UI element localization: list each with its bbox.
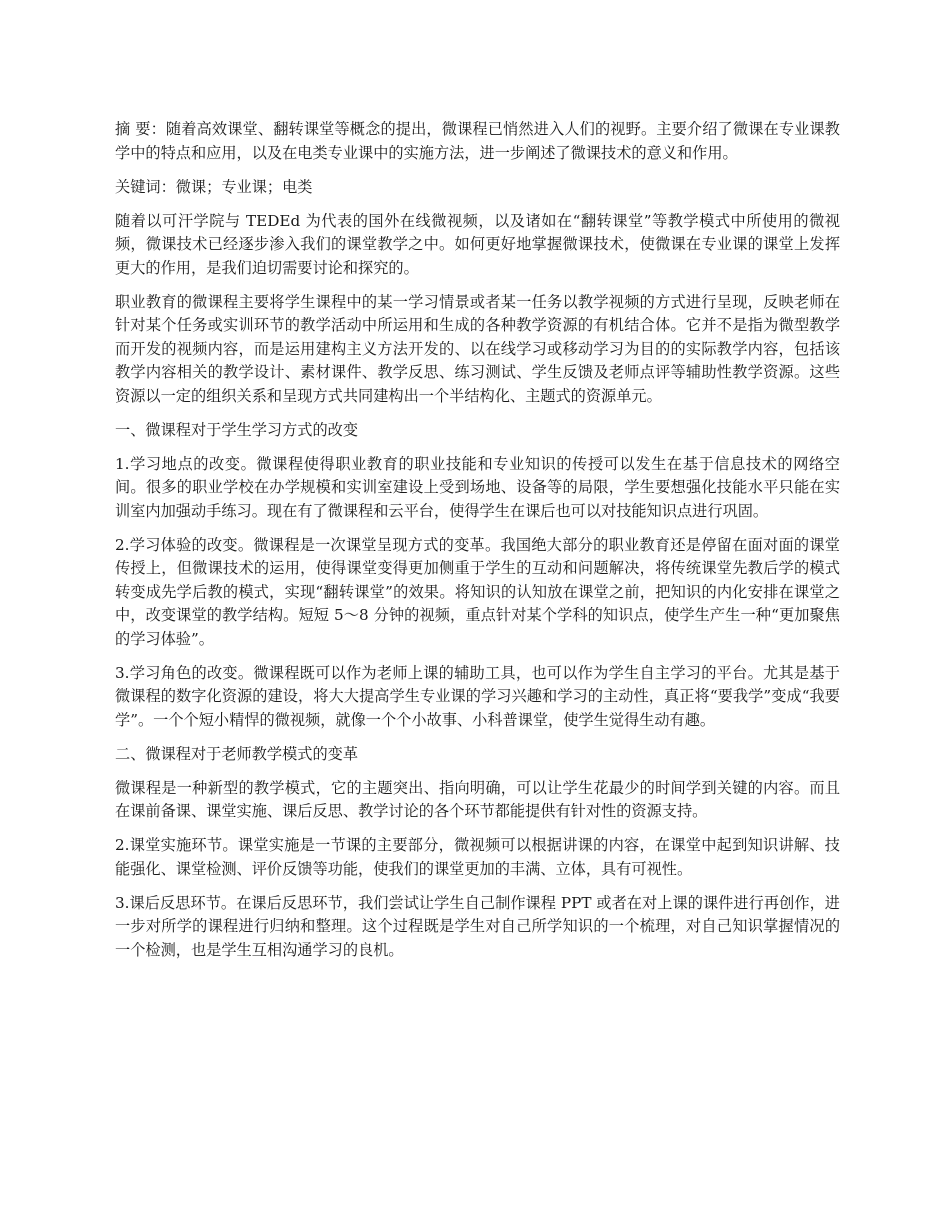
section-heading-2: 二、微课程对于老师教学模式的变革 <box>115 744 358 763</box>
section1-item-3: 3.学习角色的改变。微课程既可以作为老师上课的辅助工具，也可以作为学生自主学习的平台。尤其是基于微课程的数字化资源的建设，将大大提高学生专业课的学习兴趣和学习的主动性，真正将“要我学”变成“我要学”。一个个短小精悍的微视频，就像一个个小故事、小科普课堂，使学生觉得生动有趣。 <box>115 663 840 729</box>
section2-item-2: 2.课堂实施环节。课堂实施是一节课的主要部分，微视频可以根据讲课的内容，在课堂中起到知识讲解、技能强化、课堂检测、评价反馈等功能，使我们的课堂更加的丰满、立体，具有可视性。 <box>115 836 840 878</box>
section-heading-1: 一、微课程对于学生学习方式的改变 <box>115 420 358 439</box>
intro-paragraph-1: 随着以可汗学院与 TEDEd 为代表的国外在线微视频，以及诸如在“翻转课堂”等教学模式中所使用的微视频，微课技术已经逐步渗入我们的课堂教学之中。如何更好地掌握微课技术，使微课在专业课的课堂上发挥更大的作用，是我们迫切需要讨论和探究的。 <box>115 211 840 277</box>
section2-intro-paragraph: 微课程是一种新型的教学模式，它的主题突出、指向明确，可以让学生花最少的时间学到关键的内容。而且在课前备课、课堂实施、课后反思、教学讨论的各个环节都能提供有针对性的资源支持。 <box>115 778 840 820</box>
intro-paragraph-2: 职业教育的微课程主要将学生课程中的某一学习情景或者某一任务以教学视频的方式进行呈现，反映老师在针对某个任务或实训环节的教学活动中所运用和生成的各种教学资源的有机结合体。它并不是指为微型教学而开发的视频内容，而是运用建构主义方法开发的、以在线学习或移动学习为目的的实际教学内容，包括该教学内容相关的教学设计、素材课件、教学反思、练习测试、学生反馈及老师点评等辅助性教学资源。这些资源以一定的组织关系和呈现方式共同建构出一个半结构化、主题式的资源单元。 <box>115 292 840 405</box>
abstract-paragraph: 摘 要：随着高效课堂、翻转课堂等概念的提出，微课程已悄然进入人们的视野。主要介绍了微课在专业课教学中的特点和应用，以及在电类专业课中的实施方法，进一步阐述了微课技术的意义和作用。 <box>115 120 840 162</box>
section1-item-1: 1.学习地点的改变。微课程使得职业教育的职业技能和专业知识的传授可以发生在基于信息技术的网络空间。很多的职业学校在办学规模和实训室建设上受到场地、设备等的局限，学生要想强化技能水平只能在实训室内加强动手练习。现在有了微课程和云平台，使得学生在课后也可以对技能知识点进行巩固。 <box>115 454 840 520</box>
document-page <box>115 118 840 973</box>
section1-item-2: 2.学习体验的改变。微课程是一次课堂呈现方式的变革。我国绝大部分的职业教育还是停留在面对面的课堂传授上，但微课技术的运用，使得课堂变得更加侧重于学生的互动和问题解决，将传统课堂先教后学的模式转变成先学后教的模式，实现“翻转课堂”的效果。将知识的认知放在课堂之前，把知识的内化安排在课堂之中，改变课堂的教学结构。短短 5～8 分钟的视频，重点针对某个学科的知识点，使学生产生一种“更加聚焦的学习体验”。 <box>115 535 840 648</box>
section2-item-3: 3.课后反思环节。在课后反思环节，我们尝试让学生自己制作课程 PPT 或者在对上课的课件进行再创作，进一步对所学的课程进行归纳和整理。这个过程既是学生对自己所学知识的一个梳理，对自己知识掌握情况的一个检测，也是学生互相沟通学习的良机。 <box>115 893 840 959</box>
keywords-line: 关键词：微课；专业课；电类 <box>115 177 313 196</box>
